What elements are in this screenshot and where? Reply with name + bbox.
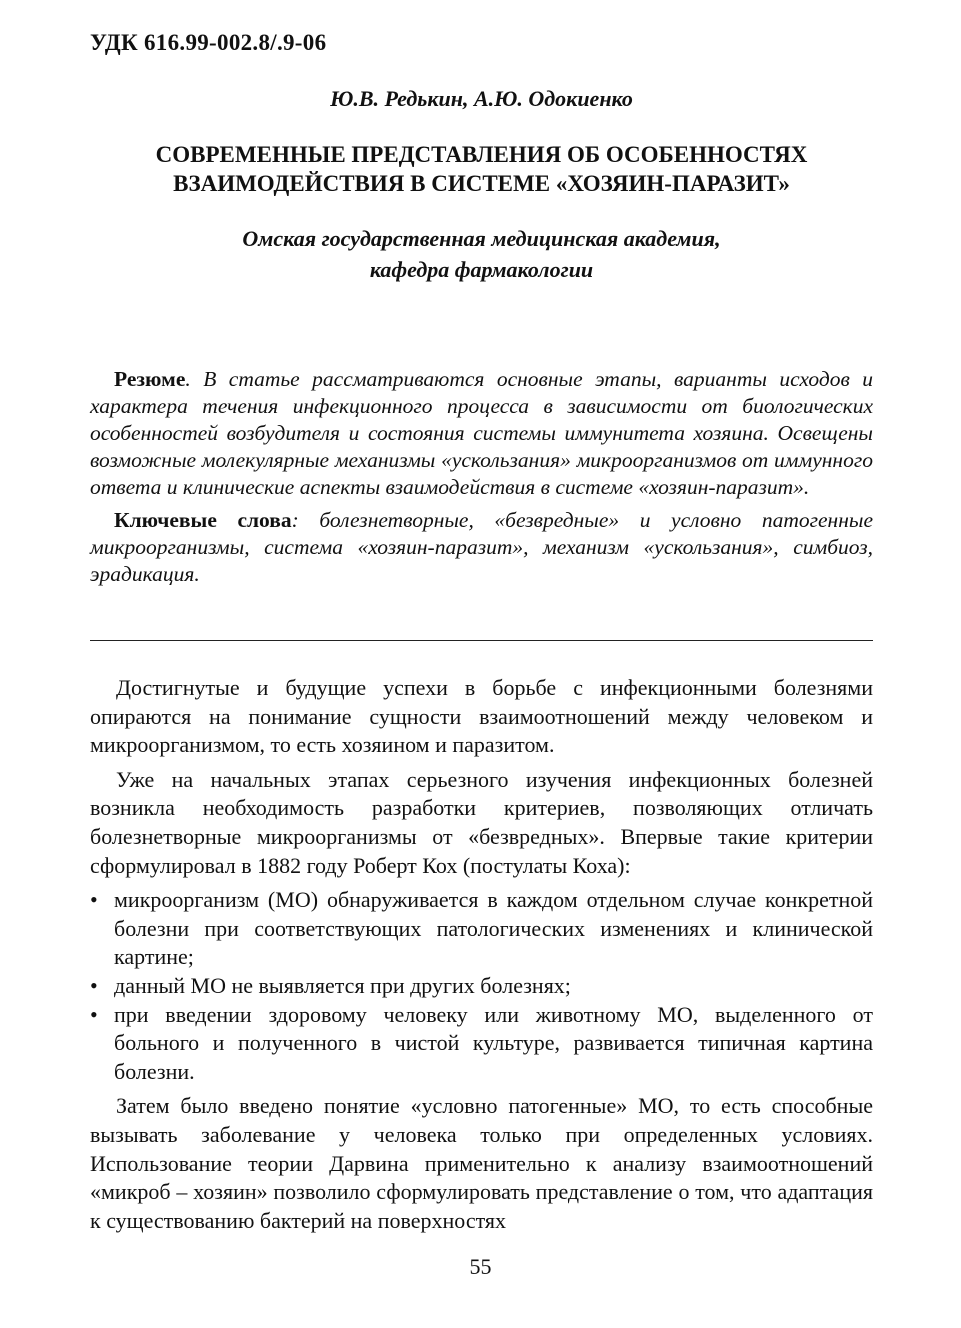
article-title-line-1: СОВРЕМЕННЫЕ ПРЕДСТАВЛЕНИЯ ОБ ОСОБЕННОСТЯХ bbox=[155, 142, 808, 167]
page-number: 55 bbox=[469, 1254, 492, 1279]
affiliation-line-1: Омская государственная медицинская академия, bbox=[242, 226, 721, 251]
summary-paragraph bbox=[90, 366, 873, 501]
bullet-icon: • bbox=[90, 1001, 98, 1027]
body-paragraph-1: Достигнутые и будущие успехи в борьбе с инфекционными болезнями опираются на понимание сущности взаимоотношений между человеком и микроорганизмом, то есть хозяином и паразитом. bbox=[90, 675, 873, 758]
koch-postulates-list bbox=[90, 886, 873, 1086]
body-paragraph-2: Уже на начальных этапах серьезного изучения инфекционных болезней возникла необходимость разработки критериев, позволяющих отличать болезнетворные микроорганизмы от «безвредных». Впервые такие критерии сформулировал в 1882 году Роберт Кох (постулаты Коха): bbox=[90, 766, 873, 878]
abstract bbox=[90, 366, 873, 594]
list-item-text: микроорганизм (МО) обнаруживается в каждом отдельном случае конкретной болезни при соответствующих патологических изменениях и клинической картине; bbox=[114, 887, 873, 970]
bullet-icon: • bbox=[90, 887, 98, 913]
authors: Ю.В. Редькин, А.Ю. Одокиенко bbox=[330, 86, 633, 111]
summary-text: . В статье рассматриваются основные этапы, варианты исходов и характера течения инфекционного процесса в зависимости от биологических особенностей возбудителя и состояния системы иммунитета хозяина. Освещены возможные молекулярные механизмы «ускользания» микроорганизмов от иммунного ответа и клинические аспекты взаимодействия в системе «хозяин-паразит». bbox=[90, 367, 873, 499]
article-title-line-2: ВЗАИМОДЕЙСТВИЯ В СИСТЕМЕ «ХОЗЯИН-ПАРАЗИТ» bbox=[173, 171, 790, 196]
list-item bbox=[90, 972, 873, 1001]
keywords-text: : болезнетворные, «безвредные» и условно патогенные микроорганизмы, система «хозяин-паразит», механизм «ускользания», симбиоз, эрадикация. bbox=[90, 508, 873, 586]
list-item bbox=[90, 1001, 873, 1087]
bullet-icon: • bbox=[90, 972, 98, 998]
list-item bbox=[90, 886, 873, 972]
article-body bbox=[90, 674, 873, 1241]
article-title bbox=[90, 140, 873, 198]
keywords-label: Ключевые слова bbox=[114, 508, 292, 532]
keywords-paragraph bbox=[90, 507, 873, 588]
list-item-text: при введении здоровому человеку или животному МО, выделенного от больного и полученного в чистой культуре, развивается типичная картина болезни. bbox=[114, 1001, 873, 1084]
affiliation-line-2: кафедра фармакологии bbox=[369, 257, 594, 282]
affiliation bbox=[90, 223, 873, 285]
udk-code: УДК 616.99-002.8/.9-06 bbox=[90, 30, 327, 55]
summary-label: Резюме bbox=[114, 367, 186, 391]
list-item-text: данный МО не выявляется при других болезнях; bbox=[114, 972, 571, 998]
section-divider bbox=[90, 640, 873, 641]
body-paragraph-3: Затем было введено понятие «условно патогенные» МО, то есть способные вызывать заболевание у человека только при определенных условиях. Использование теории Дарвина применительно к анализу взаимоотношений «микроб – хозяин» позволило сформулировать представление о том, что адаптация к существованию бактерий на поверхностях bbox=[90, 1093, 873, 1233]
